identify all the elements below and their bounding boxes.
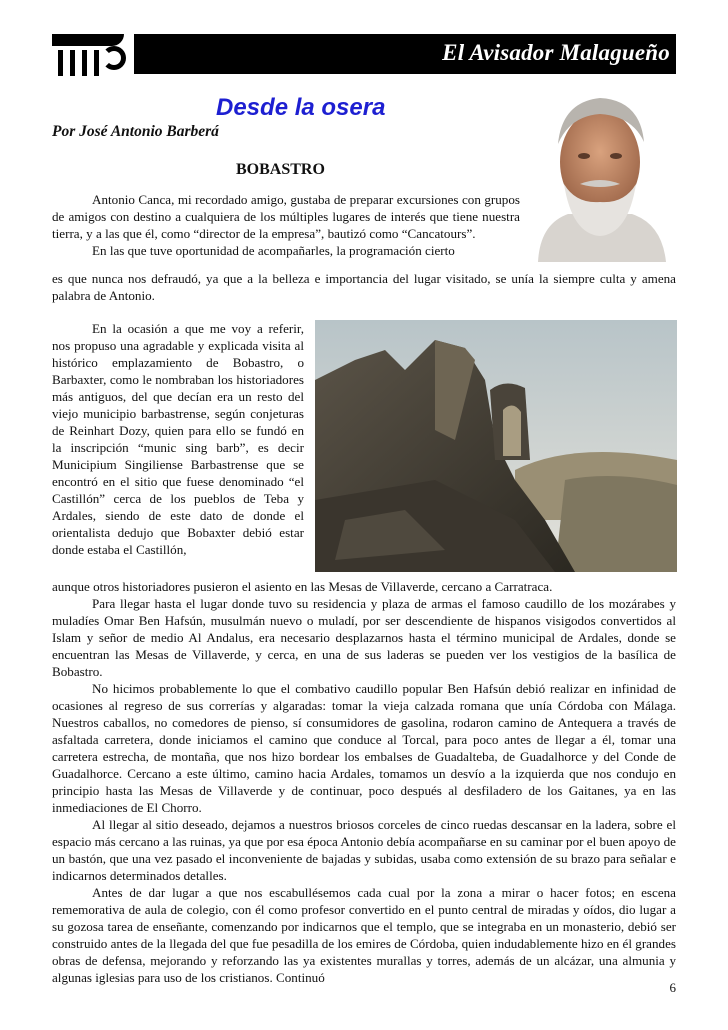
paragraph-1: Antonio Canca, mi recordado amigo, gustaba de preparar excursiones con grupos de amigos con destino a cualquiera de los múltiples lugares de interés que tiene nuestra tierra, y a las que él, como “director de la empresa”, bautizó como “Cancatours”.: [52, 192, 520, 241]
paragraph-3-continued: aunque otros historiadores pusieron el asiento en las Mesas de Villaverde, cercano a Carratraca.: [52, 579, 553, 594]
paragraph-block-1: [52, 191, 520, 259]
paragraph-2-continued: es que nunca nos defraudó, ya que a la belleza e importancia del lugar visitado, se unía la siempre culta y amena palabra de Antonio.: [52, 271, 676, 303]
byline: Por José Antonio Barberá: [52, 123, 219, 140]
paragraph-2-start: En las que tuve oportunidad de acompañarles, la programación cierto: [92, 243, 455, 258]
bobastro-ruins-photo: [315, 320, 677, 572]
paragraph-5: No hicimos probablemente lo que el combativo caudillo popular Ben Hafsún debió realizar en infinidad de ocasiones al regreso de sus correrías y algaradas: tomar la vieja calzada romana que unía Córdoba con Málaga. Nuestros caballos, no comedores de pienso, sí consumidores de gasolina, rodaron camino de Antequera a través de asfaltada carretera, donde iniciamos el camino que conduce al Torcal, para poco antes de llegar a él, tomar una carretera estrecha, de montaña, que nos hizo bordear los embalses de Guadalteba, de Guadalhorce y del Conde de Guadalhorce. Cercano a este último, camino hacia Ardales, tomamos un desvío a la izquierda que nos condujo en principio hasta las Mesas de Villaverde y de continuar, poco después al desfiladero de los Gaitanes, ya en las inmediaciones de El Chorro.: [52, 681, 676, 815]
author-portrait: [528, 84, 672, 262]
paragraph-block-3: [52, 320, 304, 558]
section-heading: BOBASTRO: [236, 161, 325, 178]
paragraph-6: Al llegar al sitio deseado, dejamos a nuestros briosos corceles de cinco ruedas descansar en la ladera, sobre el espacio más cercano a las ruinas, ya que por esa época Antonio debía acompañarse en su caminar por el buen apoyo de un bastón, que una vez pasado el inconveniente de bajadas y subidas, usaba como extensión de su brazo para señalar e indicarnos determinados detalles.: [52, 817, 676, 883]
paragraph-block-2: [52, 270, 676, 304]
columns-swirl-logo-icon: [52, 34, 134, 76]
paragraph-3: En la ocasión a que me voy a referir, nos propuso una agradable y explicada visita al histórico emplazamiento de Bobastro, o Barbaxter, como le nombraban los historiadores más antiguos, del que decían era un resto del viejo municipio barbastrense, según conjeturas de Reinhart Dozy, quien para ello se fundó en la inscripción “munic sing barb”, es decir Municipium Singiliense Barbastrense que se encontró en el sitio que fuese denominado “el Castillón” cerca de los pueblos de Teba y Ardales, siendo de este dato de donde el orientalista dedujo que Bobaxter debió estar donde estaba el Castillón,: [52, 321, 304, 557]
paragraph-7: Antes de dar lugar a que nos escabullésemos cada cual por la zona a mirar o hacer fotos; en escena rememorativa de aula de colegio, con él como profesor convertido en el punto central de miradas y oídos, dio lugar a su gozosa tarea de enseñante, comenzando por indicarnos que el templo, que se integraba en un monasterio, debió ser construido antes de la llegada del que fue pesadilla de los emires de Córdoba, quien indudablemente hizo en él grandes obras de defensa, mejorando y reforzando las ya existentes murallas y torres, además de un alcázar, una almunia y algunas iglesias para uso de los cristianos. Continuó: [52, 885, 676, 985]
page-number: 6: [669, 980, 676, 995]
article-title: Desde la osera: [216, 94, 386, 121]
paragraph-block-4: [52, 578, 676, 986]
publication-title: El Avisador Malagueño: [442, 40, 670, 65]
paragraph-4: Para llegar hasta el lugar donde tuvo su residencia y plaza de armas el famoso caudillo de los mozárabes y muladíes Omar Ben Hafsún, musulmán nuevo o muladí, por ser descendiente de hispanos visigodos convertidos al Islam y señor de medio Al Andalus, era necesario desplazarnos hasta el término municipal de Ardales, donde se encuentran las Mesas de Villaverde, y cerca, en una de sus laderas se pueden ver los vestigios de la basílica de Bobastro.: [52, 596, 676, 679]
